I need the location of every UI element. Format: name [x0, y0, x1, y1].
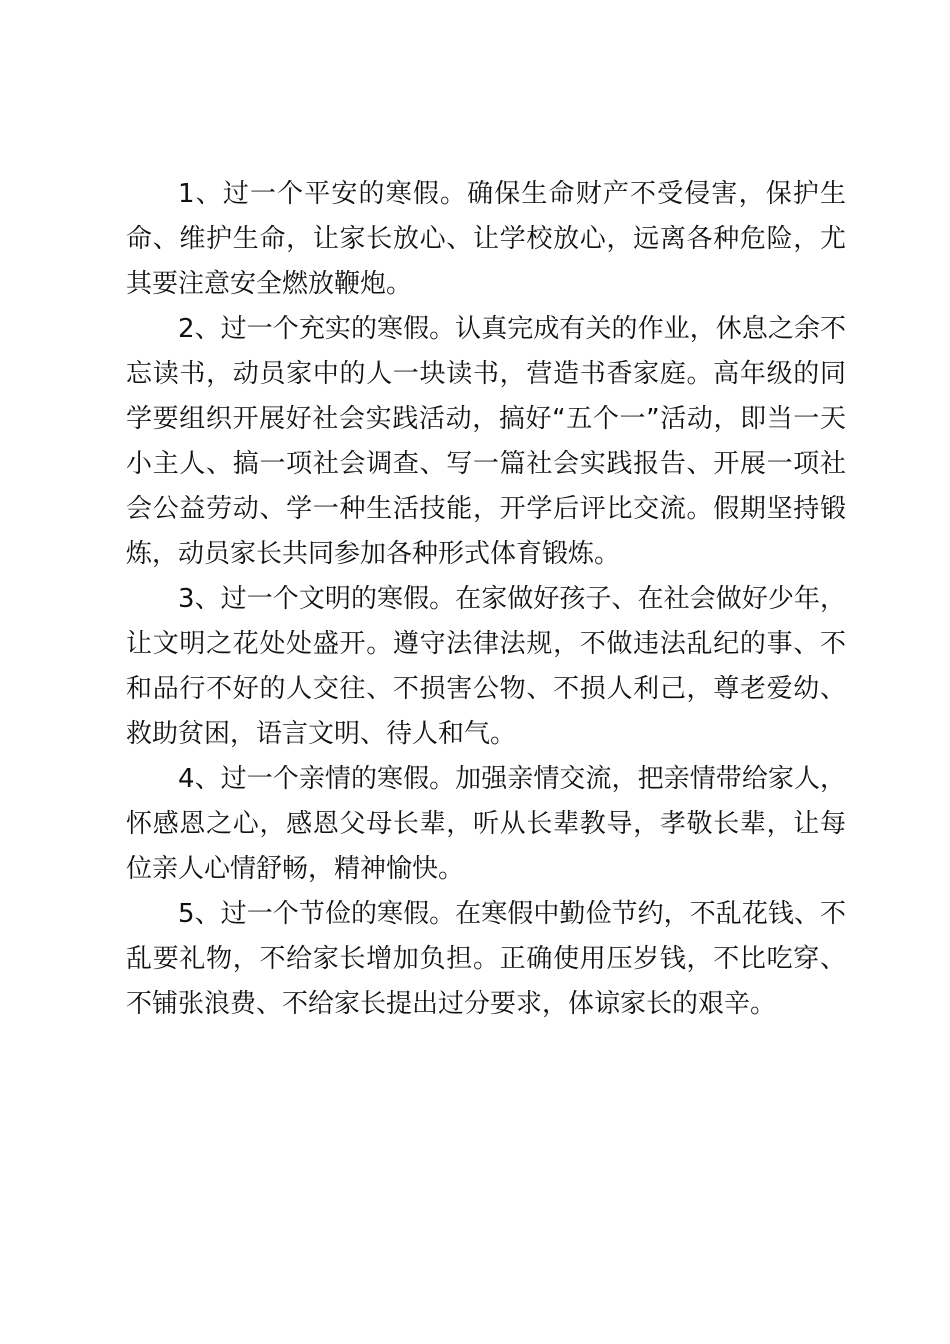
paragraph-safe-holiday: 1、过一个平安的寒假。确保生命财产不受侵害，保护生命、维护生命，让家长放心、让学校放心，远离各种危险，尤其要注意安全燃放鞭炮。: [126, 179, 846, 299]
paragraph-civilized-holiday: 3、过一个文明的寒假。在家做好孩子、在社会做好少年，让文明之花处处盛开。遵守法律法规，不做违法乱纪的事、不和品行不好的人交往、不损害公物、不损人利己，尊老爱幼、救助贫困，语言文明、待人和气。: [126, 584, 846, 749]
paragraph-frugal-holiday: 5、过一个节俭的寒假。在寒假中勤俭节约，不乱花钱、不乱要礼物，不给家长增加负担。正确使用压岁钱，不比吃穿、不铺张浪费、不给家长提出过分要求，体谅家长的艰辛。: [126, 899, 846, 1019]
paragraph-family-holiday: 4、过一个亲情的寒假。加强亲情交流，把亲情带给家人，怀感恩之心，感恩父母长辈，听从长辈教导，孝敬长辈，让每位亲人心情舒畅，精神愉快。: [126, 764, 846, 884]
paragraph-fulfilling-holiday: 2、过一个充实的寒假。认真完成有关的作业，休息之余不忘读书，动员家中的人一块读书，营造书香家庭。高年级的同学要组织开展好社会实践活动，搞好“五个一”活动，即当一天小主人、搞一项社会调查、写一篇社会实践报告、开展一项社会公益劳动、学一种生活技能，开学后评比交流。假期坚持锻炼，动员家长共同参加各种形式体育锻炼。: [126, 314, 846, 569]
document-body: [126, 172, 846, 1027]
